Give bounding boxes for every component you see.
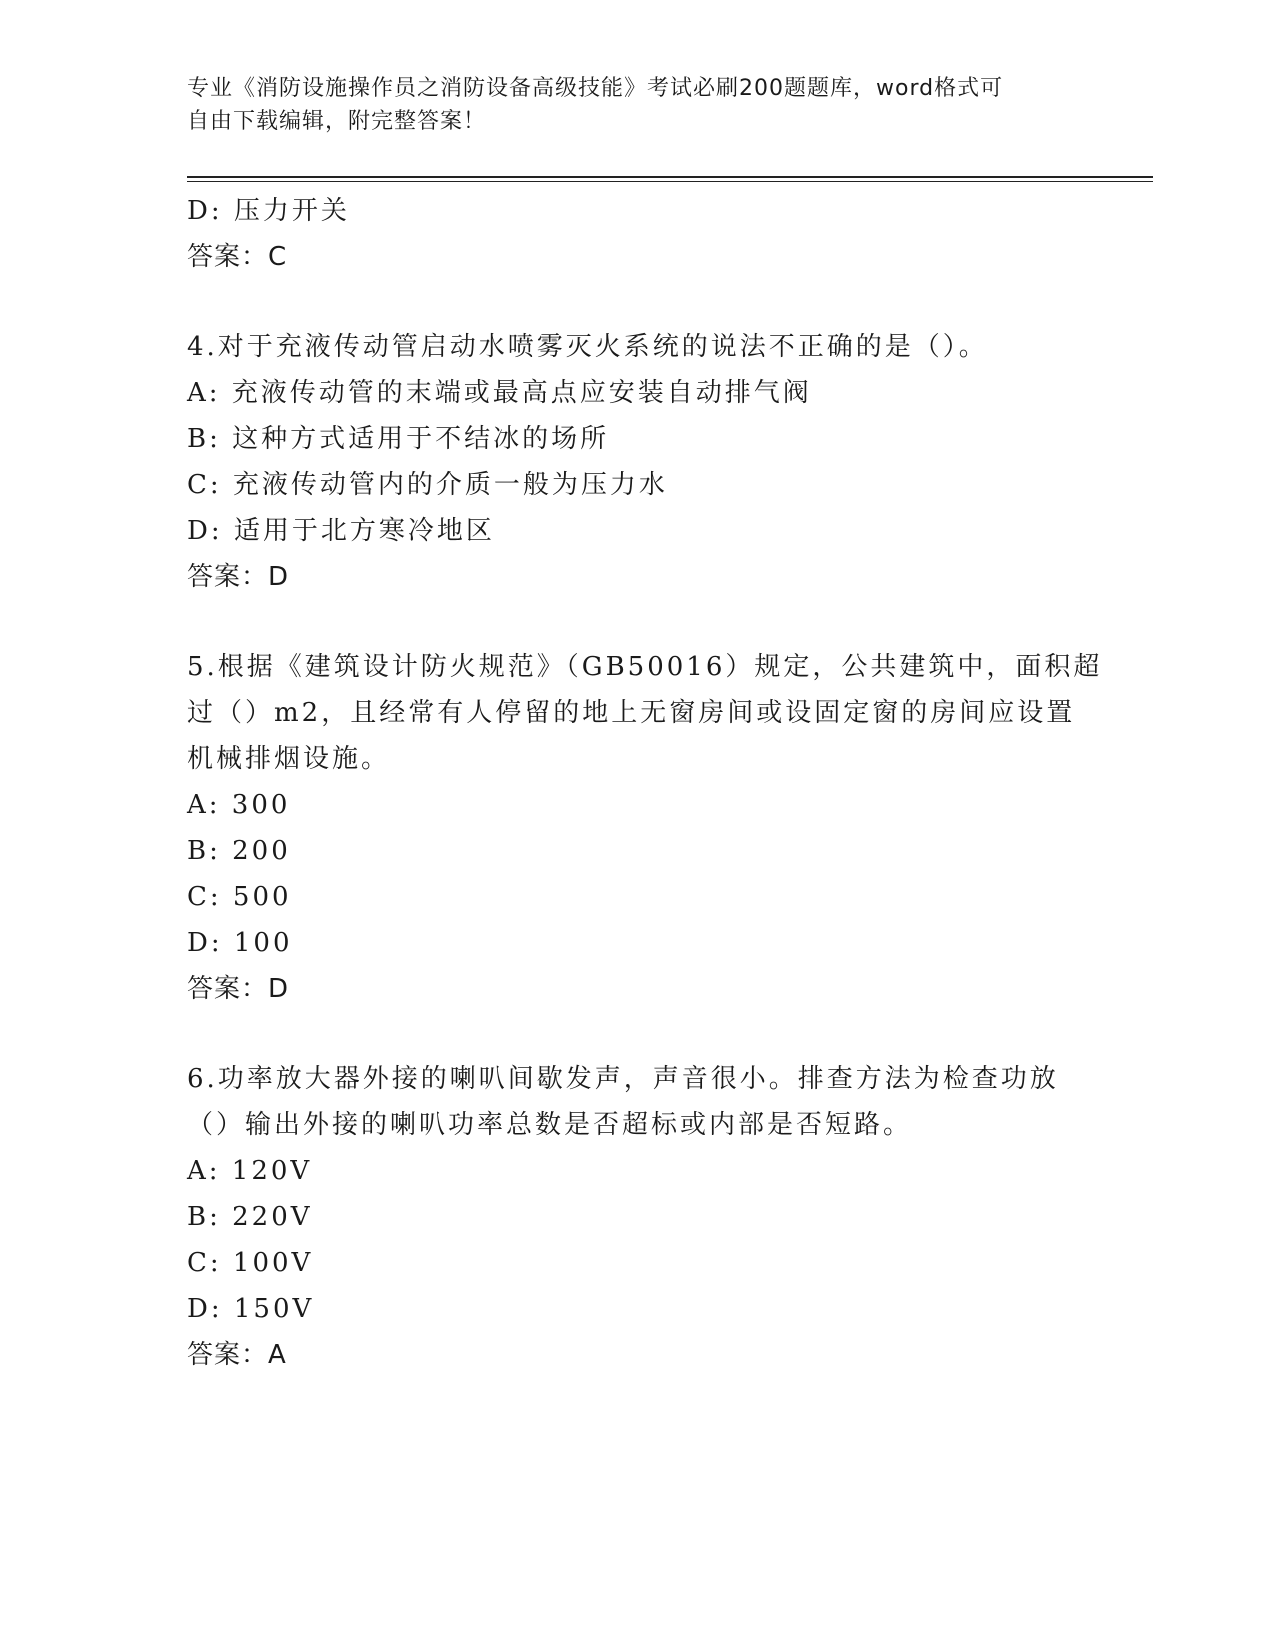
option-a: A: 300 xyxy=(187,790,291,820)
question-stem: 4.对于充液传动管启动水喷雾灭火系统的说法不正确的是（）。 xyxy=(187,332,988,362)
option-c: C: 充液传动管内的介质一般为压力水 xyxy=(187,470,668,500)
option-d: D: 适用于北方寒冷地区 xyxy=(187,516,495,546)
option-b: B: 200 xyxy=(187,836,291,866)
header-line-1: 专业《消防设施操作员之消防设备高级技能》考试必刷200题题库，word格式可 xyxy=(187,76,1004,101)
option-b: B: 220V xyxy=(187,1202,313,1232)
question-block-4 xyxy=(187,324,1087,600)
option-b: B: 这种方式适用于不结冰的场所 xyxy=(187,424,610,454)
document-header xyxy=(187,72,1087,138)
option-d: D: 压力开关 xyxy=(187,196,350,226)
answer-label: 答案：A xyxy=(187,1340,287,1370)
header-divider-thick xyxy=(187,176,1153,178)
answer-label: 答案：C xyxy=(187,242,288,272)
header-line-2: 自由下载编辑，附完整答案！ xyxy=(187,109,487,134)
spacer xyxy=(187,280,1087,324)
option-d: D: 100 xyxy=(187,928,293,958)
question-block-6 xyxy=(187,1056,1087,1378)
spacer xyxy=(187,1012,1087,1056)
question-stem-line-2: 过（）m2，且经常有人停留的地上无窗房间或设固定窗的房间应设置 xyxy=(187,698,1076,728)
question-stem-line-3: 机械排烟设施。 xyxy=(187,744,391,774)
document-body xyxy=(187,188,1103,1378)
answer-label: 答案：D xyxy=(187,562,290,592)
question-block-5 xyxy=(187,644,1103,1012)
option-a: A: 120V xyxy=(187,1156,313,1186)
spacer xyxy=(187,600,1087,644)
question-stem-line-1: 6.功率放大器外接的喇叭间歇发声，声音很小。排查方法为检查功放 xyxy=(187,1064,1059,1094)
question-stem-line-2: （）输出外接的喇叭功率总数是否超标或内部是否短路。 xyxy=(187,1110,913,1140)
question-block-3-tail xyxy=(187,188,1087,280)
option-c: C: 100V xyxy=(187,1248,314,1278)
option-d: D: 150V xyxy=(187,1294,315,1324)
header-divider-thin xyxy=(187,181,1153,182)
question-stem-line-1: 5.根据《建筑设计防火规范》（GB50016）规定，公共建筑中，面积超 xyxy=(187,652,1103,682)
option-a: A: 充液传动管的末端或最高点应安装自动排气阀 xyxy=(187,378,812,408)
answer-label: 答案：D xyxy=(187,974,290,1004)
option-c: C: 500 xyxy=(187,882,292,912)
